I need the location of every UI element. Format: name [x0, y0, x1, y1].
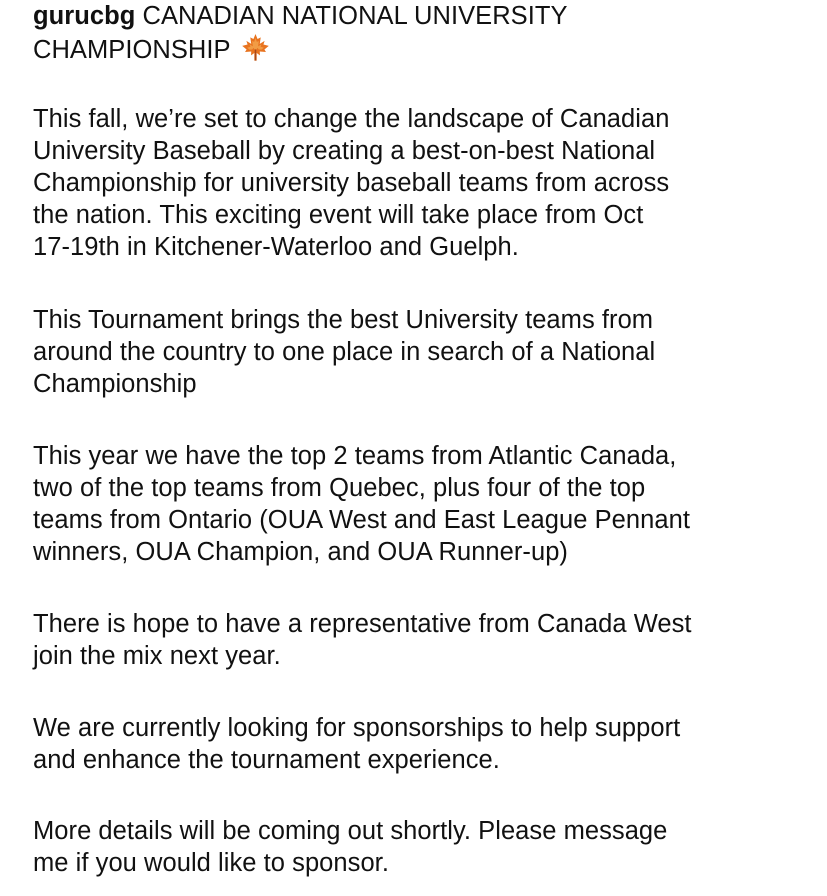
caption-paragraph-1-line-4: the nation. This exciting event will take place from Oct — [33, 201, 644, 229]
caption-title-part-1: CANADIAN NATIONAL UNIVERSITY — [142, 2, 568, 30]
caption-paragraph-1 — [33, 103, 793, 263]
maple-leaf-icon — [240, 32, 271, 63]
caption-paragraph-5-line-2: and enhance the tournament experience. — [33, 746, 500, 774]
caption-paragraph-3-line-4: winners, OUA Champion, and OUA Runner-up) — [33, 538, 568, 566]
caption-title-part-2: CHAMPIONSHIP — [33, 36, 231, 64]
caption-paragraph-2-line-3: Championship — [33, 370, 197, 398]
caption-paragraph-1-line-3: Championship for university baseball teams from across — [33, 169, 670, 197]
caption-paragraph-3-line-3: teams from Ontario (OUA West and East League Pennant — [33, 506, 690, 534]
caption-paragraph-4 — [33, 608, 793, 672]
caption-paragraph-1-line-2: University Baseball by creating a best-on-best National — [33, 137, 656, 165]
caption-header — [33, 0, 803, 66]
caption-paragraph-4-line-2: join the mix next year. — [33, 642, 281, 670]
caption-title-line-2 — [33, 32, 803, 66]
caption-title-line-1 — [33, 0, 803, 32]
caption-paragraph-5 — [33, 712, 793, 776]
caption-paragraph-1-line-1: This fall, we’re set to change the landscape of Canadian — [33, 105, 670, 133]
caption-paragraph-6 — [33, 815, 793, 879]
caption-paragraph-3-line-2: two of the top teams from Quebec, plus four of the top — [33, 474, 646, 502]
caption-paragraph-1-line-5: 17-19th in Kitchener-Waterloo and Guelph. — [33, 233, 519, 261]
username-link[interactable]: gurucbg — [33, 2, 136, 30]
caption-paragraph-3-line-1: This year we have the top 2 teams from Atlantic Canada, — [33, 442, 677, 470]
caption-paragraph-4-line-1: There is hope to have a representative from Canada West — [33, 610, 692, 638]
caption-paragraph-5-line-1: We are currently looking for sponsorships to help support — [33, 714, 681, 742]
caption-paragraph-6-line-1: More details will be coming out shortly. Please message — [33, 817, 668, 845]
caption-paragraph-2-line-1: This Tournament brings the best University teams from — [33, 306, 654, 334]
caption-paragraph-6-line-2: me if you would like to sponsor. — [33, 849, 389, 877]
caption-paragraph-3 — [33, 440, 793, 568]
caption-paragraph-2-line-2: around the country to one place in search of a National — [33, 338, 656, 366]
caption-paragraph-2 — [33, 304, 793, 400]
